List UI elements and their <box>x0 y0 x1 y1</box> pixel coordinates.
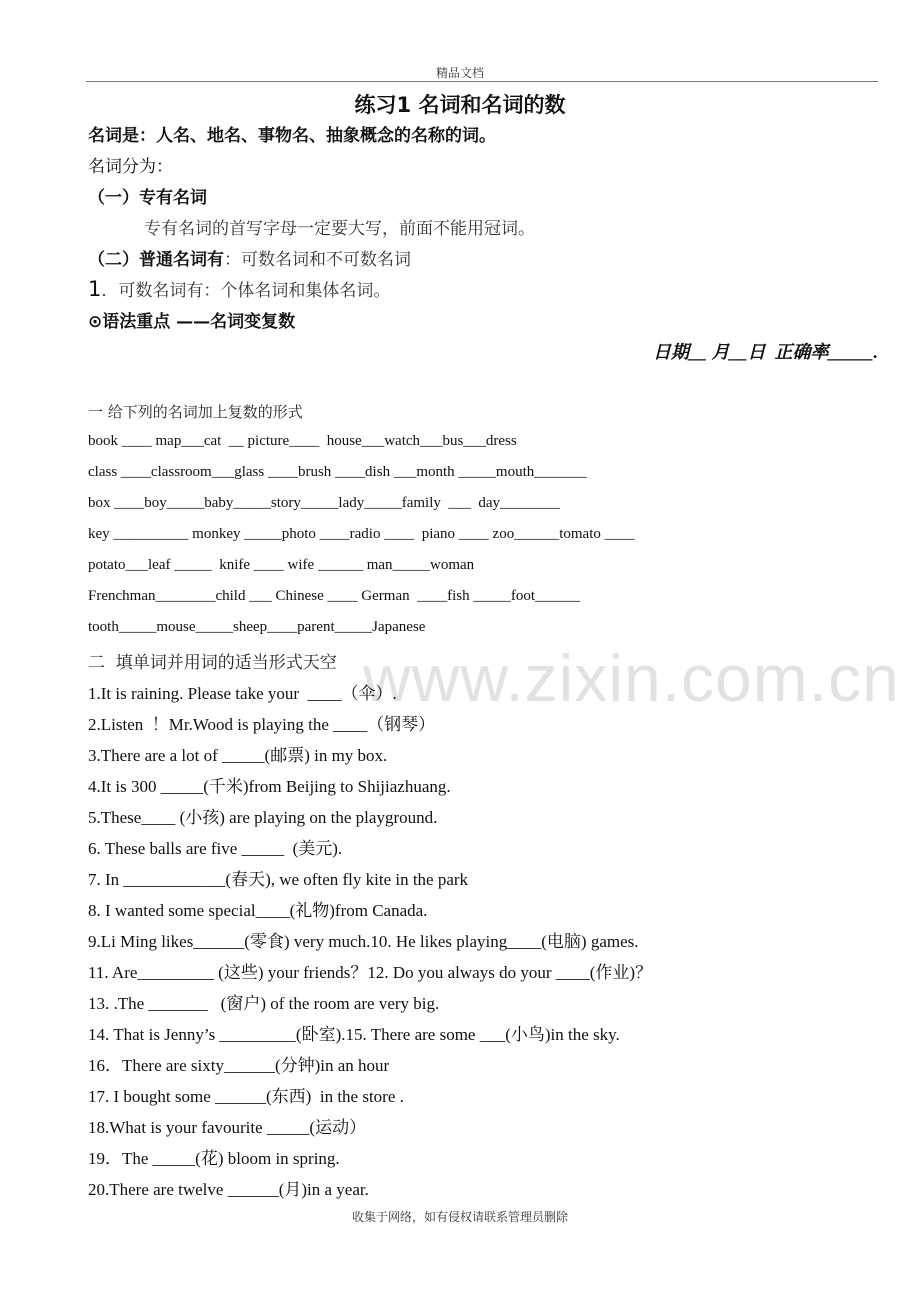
proper-noun-note: 专有名词的首写字母一定要大写，前面不能用冠词。 <box>144 219 535 239</box>
page-header: 精品文档 <box>435 66 484 80</box>
question-item: 3.There are a lot of _____(邮票) in my box. <box>88 746 388 765</box>
countable-text: ．可数名词有：个体名词和集体名词。 <box>101 281 391 301</box>
vocab-row: tooth_____mouse_____sheep____parent_____Japanese <box>88 619 426 635</box>
grammar-point: ⊙语法重点 ——名词变复数 <box>88 312 296 332</box>
common-noun-rest: ：可数名词和不可数名词 <box>224 250 411 270</box>
common-noun-heading: （二）普通名词有 <box>88 250 224 270</box>
question-item: 4.It is 300 _____(千米)from Beijing to Shijiazhuang. <box>88 777 451 796</box>
question-item: 1.It is raining. Please take your ____（伞）. <box>88 684 397 703</box>
header-divider <box>86 81 878 82</box>
question-item: 5.These____ (小孩) are playing on the playground. <box>88 808 438 827</box>
watermark: www.zixin.com.cn <box>363 641 900 715</box>
question-item: 9.Li Ming likes______(零食) very much.10. He likes playing____(电脑) games. <box>88 932 639 951</box>
vocab-row: book ____ map___cat __ picture____ house___watch___bus___dress <box>88 433 517 449</box>
question-item: 19．The _____(花) bloom in spring. <box>88 1149 340 1168</box>
countable-line <box>88 276 390 301</box>
vocab-row: potato___leaf _____ knife ____ wife ______ man_____woman <box>88 557 475 573</box>
question-item: 14. That is Jenny’s _________(卧室).15. There are some ___(小鸟)in the sky. <box>88 1025 620 1044</box>
vocab-row: Frenchman________child ___ Chinese ____ German ____fish _____foot______ <box>88 588 581 604</box>
page-footer: 收集于网络，如有侵权请联系管理员删除 <box>351 1210 568 1224</box>
categories-heading: 名词分为： <box>88 157 173 177</box>
noun-definition: 名词是：人名、地名、事物名、抽象概念的名称的词。 <box>88 126 496 146</box>
proper-noun-heading: （一）专有名词 <box>88 188 207 208</box>
question-item: 13. .The _______ (窗户) of the room are very big. <box>88 994 440 1013</box>
page-title: 练习1 名词和名词的数 <box>354 93 566 117</box>
question-item: 16．There are sixty______(分钟)in an hour <box>88 1056 390 1075</box>
question-item: 20.There are twelve ______(月)in a year. <box>88 1180 369 1199</box>
question-item: 8. I wanted some special____(礼物)from Canada. <box>88 901 428 920</box>
section2-heading: 二 填单词并用词的适当形式天空 <box>88 653 337 673</box>
question-item: 11. Are_________ (这些) your friends？12. Do you always do your ____(作业)？ <box>88 963 653 982</box>
countable-number: 1 <box>88 277 102 301</box>
common-noun-line <box>88 245 411 270</box>
date-score-line: 日期__ 月__日 正确率_____. <box>653 342 878 362</box>
vocab-row: key __________ monkey _____photo ____radio ____ piano ____ zoo______tomato ____ <box>88 526 635 542</box>
vocab-row: class ____classroom___glass ____brush ____dish ___month _____mouth_______ <box>88 464 587 480</box>
question-item: 7. In ____________(春天), we often fly kite in the park <box>88 870 469 889</box>
question-item: 6. These balls are five _____ (美元). <box>88 839 343 858</box>
section1-heading: 一 给下列的名词加上复数的形式 <box>88 403 303 421</box>
question-item: 17. I bought some ______(东西) in the store . <box>88 1087 404 1106</box>
question-item: 2.Listen ！Mr.Wood is playing the ____（钢琴） <box>88 715 436 734</box>
vocab-row: box ____boy_____baby_____story_____lady_____family ___ day________ <box>88 495 561 511</box>
question-item: 18.What is your favourite _____(运动） <box>88 1118 367 1137</box>
